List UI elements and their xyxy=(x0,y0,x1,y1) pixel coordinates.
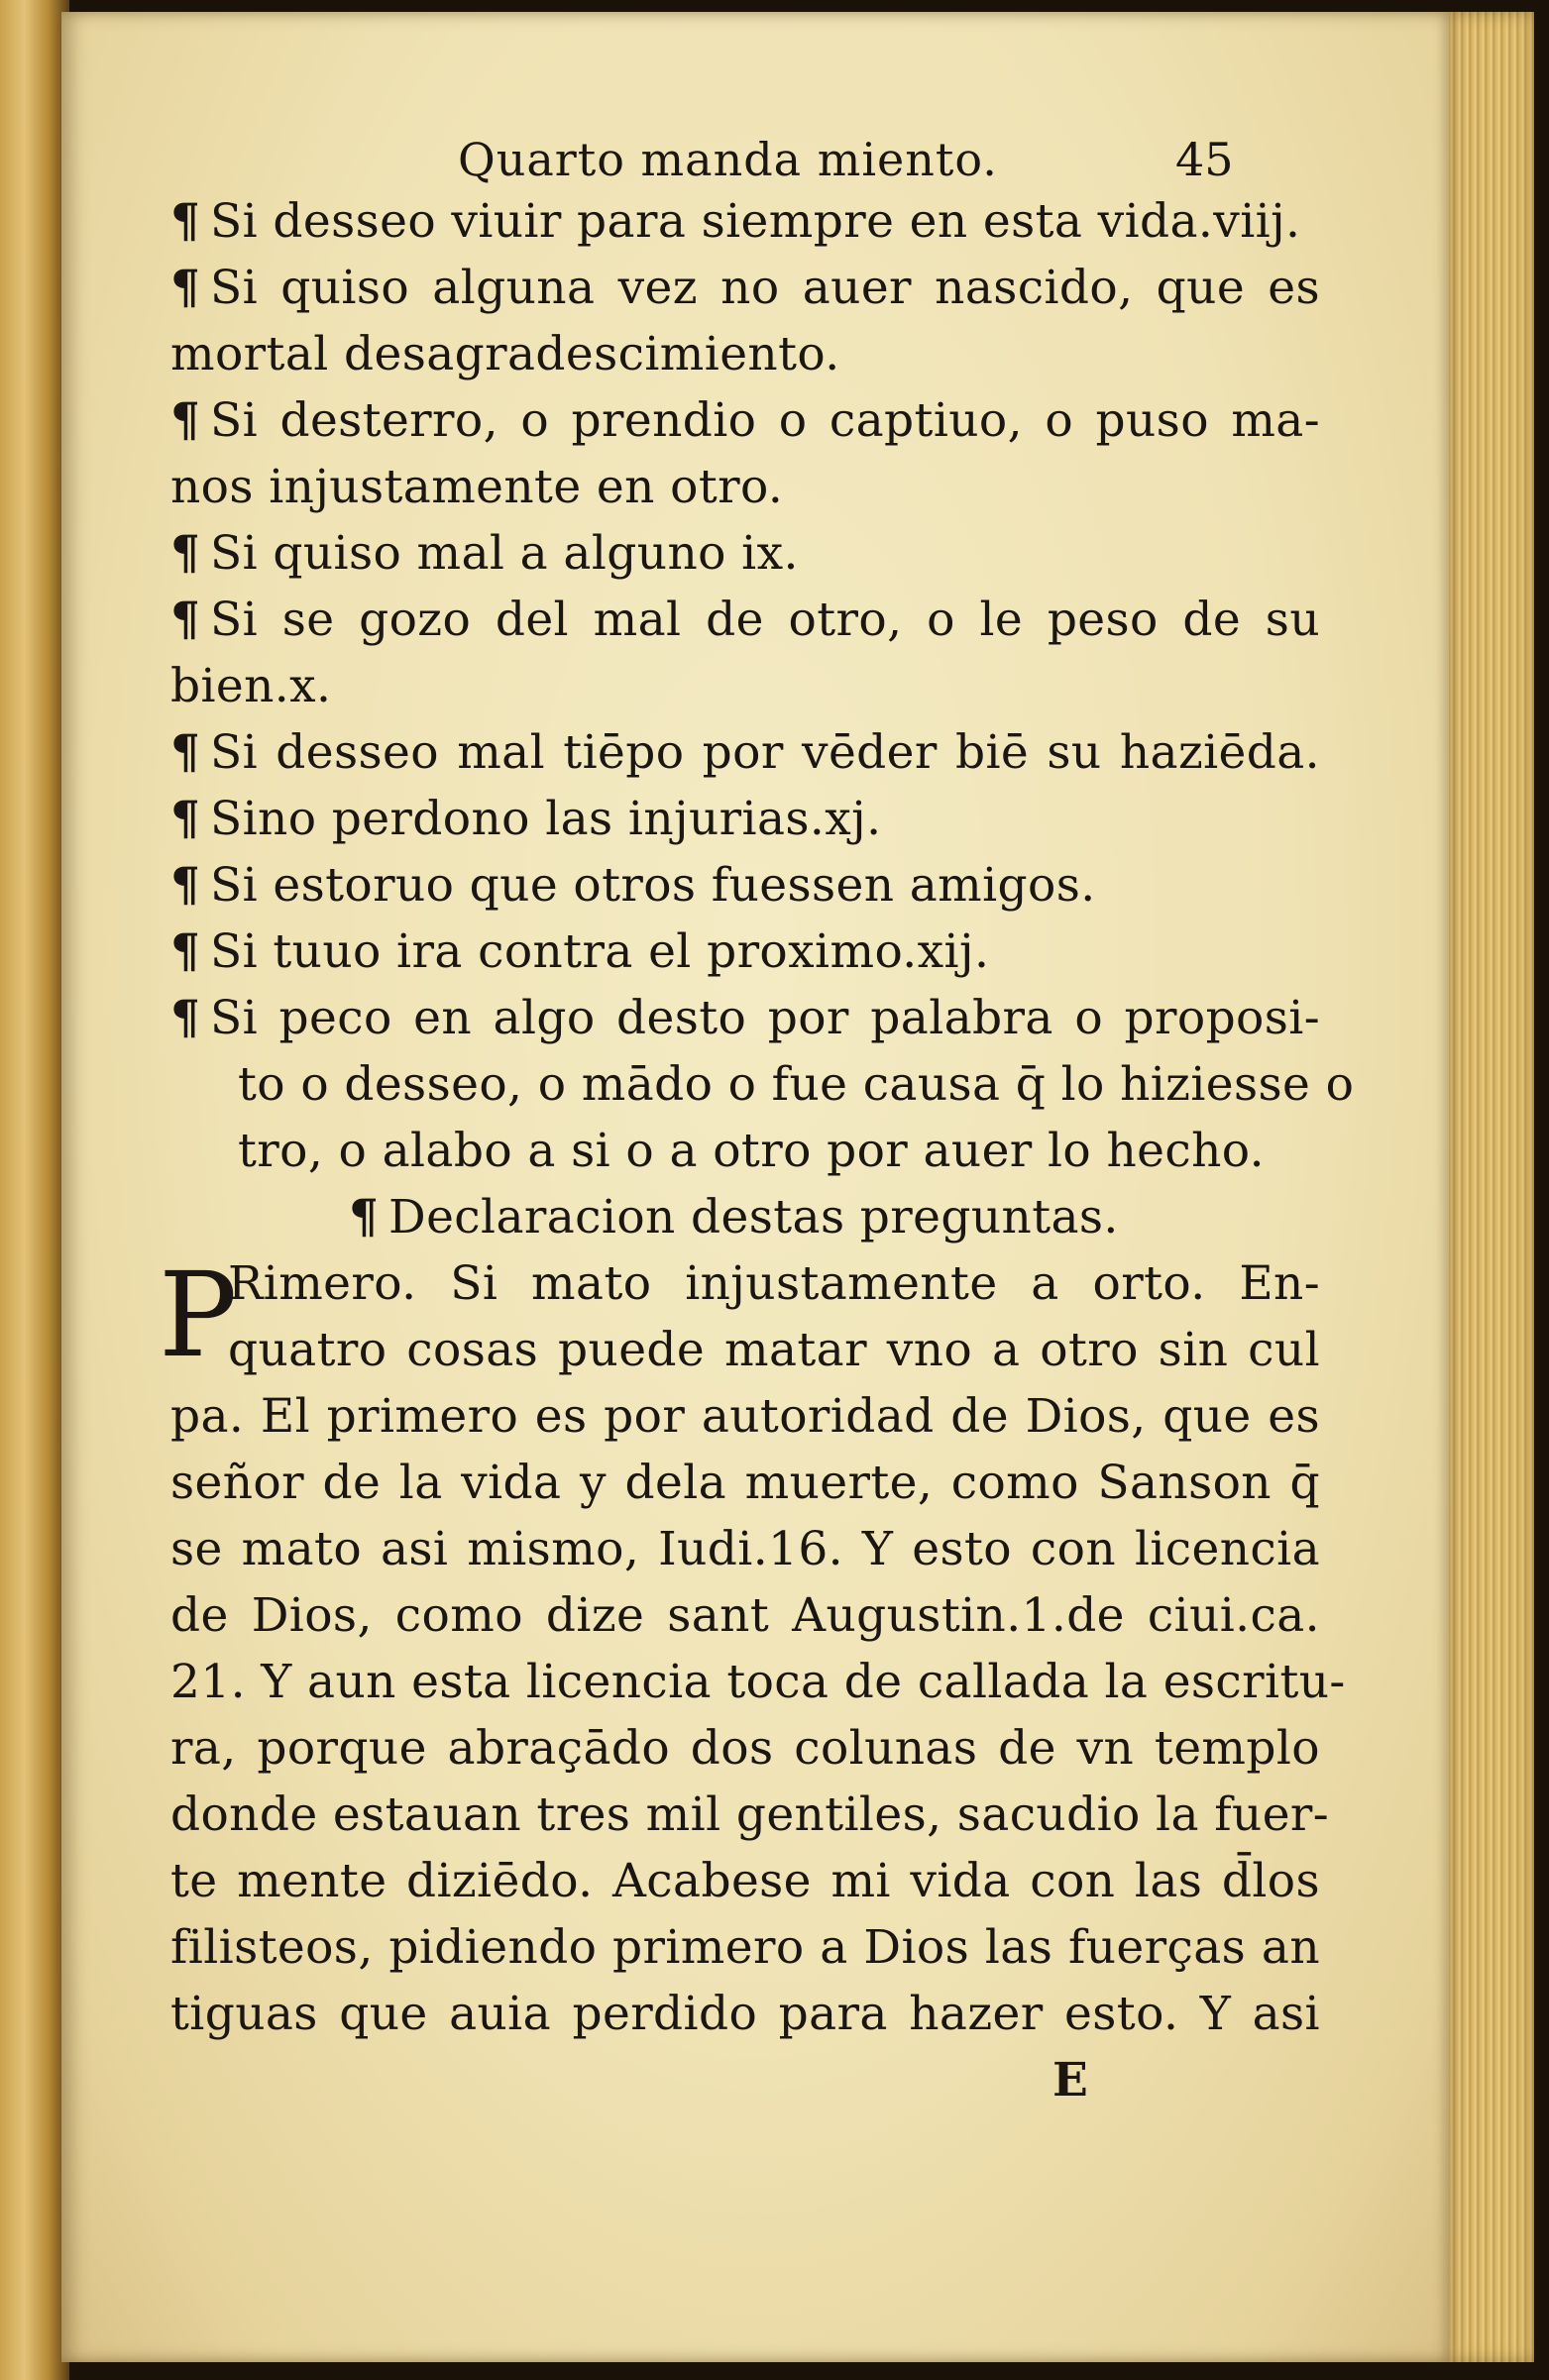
pilcrow-mark: ¶ xyxy=(170,991,201,1045)
pilcrow-mark: ¶ xyxy=(170,792,201,846)
page-fore-edge xyxy=(1449,12,1534,2362)
running-head xyxy=(170,127,1320,188)
paragraph-line-8: ra, porque abraçādo dos colunas de vn templo xyxy=(170,1721,1320,1776)
paragraph-line-2: quatro cosas puede matar vno a otro sin cul xyxy=(228,1323,1320,1377)
question-6-line-1: ¶ Si desseo mal tiēpo por vēder biē su haziēda. xyxy=(170,719,1320,786)
pilcrow-mark: ¶ xyxy=(170,924,201,979)
question-3-line-1: ¶ Si desterro, o prendio o captiuo, o puso ma- xyxy=(170,387,1320,454)
question-10-line-1: ¶ Si peco en algo desto por palabra o proposi- xyxy=(170,985,1320,1051)
question-1-line-1: ¶ Si desseo viuir para siempre en esta vida.viij. xyxy=(170,188,1320,255)
paragraph-line-6: de Dios, como dize sant Augustin.1.de ciui.ca. xyxy=(170,1588,1320,1643)
paragraph-line-1: P Rimero. Si mato injustamente a orto. En- xyxy=(159,1246,1320,1383)
pilcrow-mark: ¶ xyxy=(170,393,201,448)
signature-mark: E xyxy=(1052,2053,1100,2108)
pilcrow-mark: ¶ xyxy=(170,725,201,780)
question-2-line-2: mortal desagradescimiento. xyxy=(170,327,840,381)
running-title: Quarto manda miento. xyxy=(458,133,998,186)
paragraph-line-10: te mente diziēdo. Acabese mi vida con las d̄los xyxy=(170,1854,1320,1908)
paragraph-line-7: 21. Y aun esta licencia toca de callada la escritu- xyxy=(170,1655,1346,1709)
paragraph-line-9: donde estauan tres mil gentiles, sacudio la fuer- xyxy=(170,1787,1330,1842)
pilcrow-mark: ¶ xyxy=(170,194,201,249)
paragraph-line-12: tiguas que auia perdido para hazer esto. Y asi xyxy=(170,1987,1320,2041)
question-7-line-1: ¶ Sino perdono las injurias.xj. xyxy=(170,786,1320,852)
paragraph-line-4: señor de la vida y dela muerte, como Sanson q̄ xyxy=(170,1456,1320,1510)
paragraph-line-3: pa. El primero es por autoridad de Dios, que es xyxy=(170,1389,1320,1444)
question-4-line-1: ¶ Si quiso mal a alguno ix. xyxy=(170,520,1320,587)
page-number: 45 xyxy=(1175,133,1234,186)
page-text xyxy=(159,127,1355,2108)
question-3-line-2: nos injustamente en otro. xyxy=(170,460,784,514)
question-10-line-3: tro, o alabo a si o a otro por auer lo hecho. xyxy=(238,1124,1265,1178)
drop-cap: P xyxy=(159,1246,238,1383)
signature-line xyxy=(170,2047,1320,2107)
section-heading: ¶ Declaracion destas preguntas. xyxy=(170,1184,1320,1250)
pilcrow-mark: ¶ xyxy=(170,593,201,647)
question-9-line-1: ¶ Si tuuo ira contra el proximo.xij. xyxy=(170,919,1320,985)
binding-edge xyxy=(0,0,69,2380)
paragraph-line-5: se mato asi mismo, Iudi.16. Y esto con licencia xyxy=(170,1522,1320,1576)
pilcrow-mark: ¶ xyxy=(170,526,201,581)
paragraph-line-11: filisteos, pidiendo primero a Dios las fuerças an xyxy=(170,1920,1320,1975)
question-5-line-2: bien.x. xyxy=(170,659,332,713)
question-8-line-1: ¶ Si estoruo que otros fuessen amigos. xyxy=(170,852,1320,919)
question-10-line-2: to o desseo, o mādo o fue causa q̄ lo hiziesse o xyxy=(238,1057,1355,1112)
pilcrow-mark: ¶ xyxy=(170,858,201,913)
pilcrow-mark: ¶ xyxy=(170,261,201,315)
question-5-line-1: ¶ Si se gozo del mal de otro, o le peso de su xyxy=(170,587,1320,653)
pilcrow-mark: ¶ xyxy=(349,1190,380,1244)
question-2-line-1: ¶ Si quiso alguna vez no auer nascido, que es xyxy=(170,255,1320,321)
